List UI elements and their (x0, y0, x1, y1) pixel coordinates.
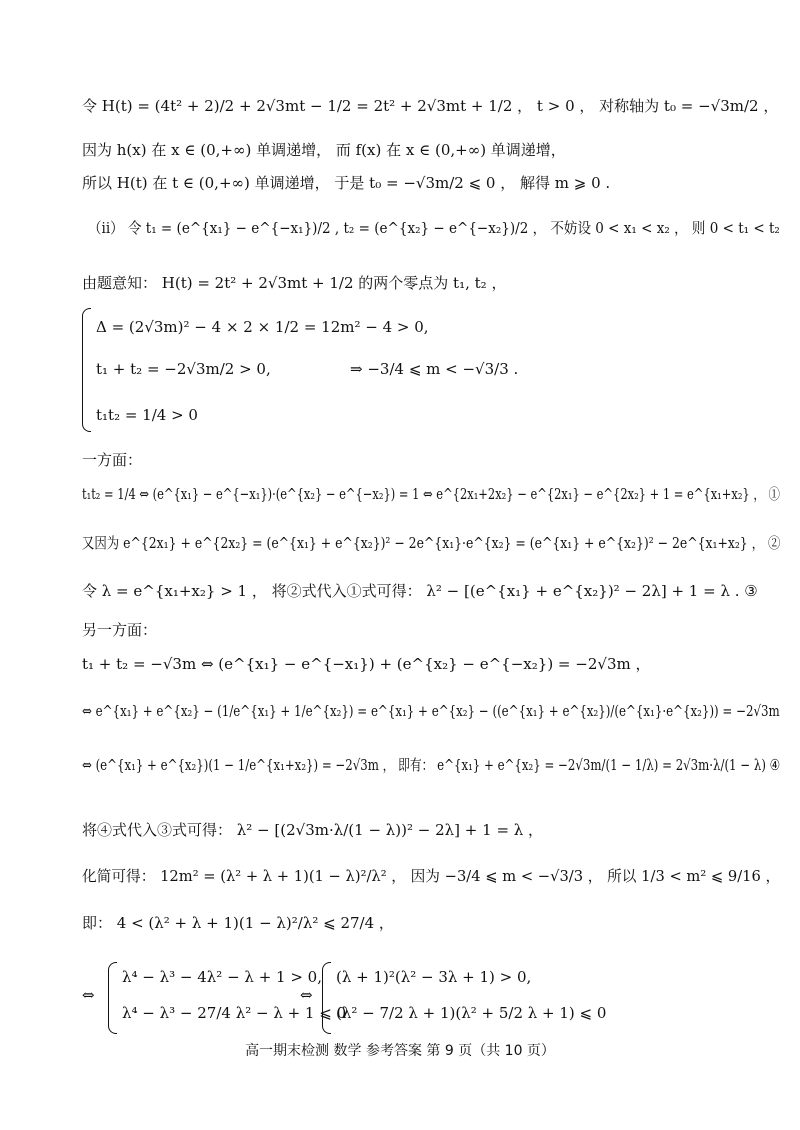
system-result: ⇒ −3/4 ⩽ m < −√3/3 . (350, 360, 519, 378)
inequality-row-1: λ⁴ − λ³ − 4λ² − λ + 1 > 0, (122, 968, 322, 986)
system-row-sum: t₁ + t₂ = −2√3m/2 > 0, (96, 360, 271, 378)
system-row-product: t₁t₂ = 1/4 > 0 (96, 406, 198, 424)
text-line-10: 另一方面： (82, 621, 158, 639)
inequality-row-2: λ⁴ − λ³ − 27/4 λ² − λ + 1 ⩽ 0 (122, 1004, 347, 1022)
text-line-3: 所以 H(t) 在 t ∈ (0,+∞) 单调递增， 于是 t₀ = −√3m/2 ⩽ 0 ， 解得 m ⩾ 0 . (82, 174, 611, 192)
factored-row-2: (λ² − 7/2 λ + 1)(λ² + 5/2 λ + 1) ⩽ 0 (336, 1004, 607, 1022)
left-brace (322, 962, 331, 1034)
text-line-4: （ii） 令 t₁ = (e^{x₁} − e^{−x₁})/2 , t₂ = (e^{x₂} − e^{−x₂})/2 ， 不妨设 0 < x₁ < x₂ ， 则 0 < t₁ < t₂ (88, 219, 780, 237)
system-row-discriminant: Δ = (2√3m)² − 4 × 2 × 1/2 = 12m² − 4 > 0, (96, 318, 429, 336)
text-line-1: 令 H(t) = (4t² + 2)/2 + 2√3mt − 1/2 = 2t² + 2√3mt + 1/2 ， t > 0 ， 对称轴为 t₀ = −√3m/2 ， (82, 97, 779, 115)
equivalence-mid: ⇔ (300, 986, 313, 1004)
text-line-13: ⇔ (e^{x₁} + e^{x₂})(1 − 1/e^{x₁+x₂}) = −2√3m ， 即有： e^{x₁} + e^{x₂} = −2√3m/(1 − 1/λ) = 2√3m·λ/(1 − λ) ④ (82, 756, 781, 774)
text-line-11: t₁ + t₂ = −√3m ⇔ (e^{x₁} − e^{−x₁}) + (e^{x₂} − e^{−x₂}) = −2√3m ， (82, 655, 651, 673)
text-line-2: 因为 h(x) 在 x ∈ (0,+∞) 单调递增， 而 f(x) 在 x ∈ (0,+∞) 单调递增， (82, 141, 566, 159)
text-line-15: 化简可得： 12m² = (λ² + λ + 1)(1 − λ)²/λ² ， 因为 −3/4 ⩽ m < −√3/3 ， 所以 1/3 < m² ⩽ 9/16 ， (82, 867, 781, 885)
factored-row-1: (λ + 1)²(λ² − 3λ + 1) > 0, (336, 968, 532, 986)
page-footer: 高一期末检测 数学 参考答案 第 9 页（共 10 页） (245, 1043, 555, 1059)
text-line-5: 由题意知： H(t) = 2t² + 2√3mt + 1/2 的两个零点为 t₁, t₂ ， (82, 274, 507, 292)
text-line-7: t₁t₂ = 1/4 ⇔ (e^{x₁} − e^{−x₁})·(e^{x₂} − e^{−x₂}) = 1 ⇔ e^{2x₁+2x₂} − e^{2x₁} − e^{2x₂} + 1 = e^{x₁+x₂} ， ① (82, 485, 780, 503)
text-line-6: 一方面： (82, 451, 143, 469)
text-line-14: 将④式代入③式可得： λ² − [(2√3m·λ/(1 − λ))² − 2λ] + 1 = λ ， (82, 821, 544, 839)
equivalence-lead: ⇔ (82, 986, 95, 1004)
inequality-system-2 (322, 962, 622, 1034)
text-line-9: 令 λ = e^{x₁+x₂} > 1 ， 将②式代入①式可得： λ² − [(e^{x₁} + e^{x₂})² − 2λ] + 1 = λ . ③ (82, 582, 758, 600)
text-line-16: 即： 4 < (λ² + λ + 1)(1 − λ)²/λ² ⩽ 27/4 ， (82, 914, 394, 932)
left-brace (82, 308, 91, 432)
inequality-system-1 (108, 962, 347, 1034)
text-line-12: ⇔ e^{x₁} + e^{x₂} − (1/e^{x₁} + 1/e^{x₂}) = e^{x₁} + e^{x₂} − ((e^{x₁} + e^{x₂})/(e^{x₁}·e^{x₂})) = −2√3m (82, 702, 780, 720)
left-brace (108, 962, 117, 1034)
text-line-8: 又因为 e^{2x₁} + e^{2x₂} = (e^{x₁} + e^{x₂})² − 2e^{x₁}·e^{x₂} = (e^{x₁} + e^{x₂})² − 2e^{x₁+x₂} ， ② (82, 534, 781, 552)
